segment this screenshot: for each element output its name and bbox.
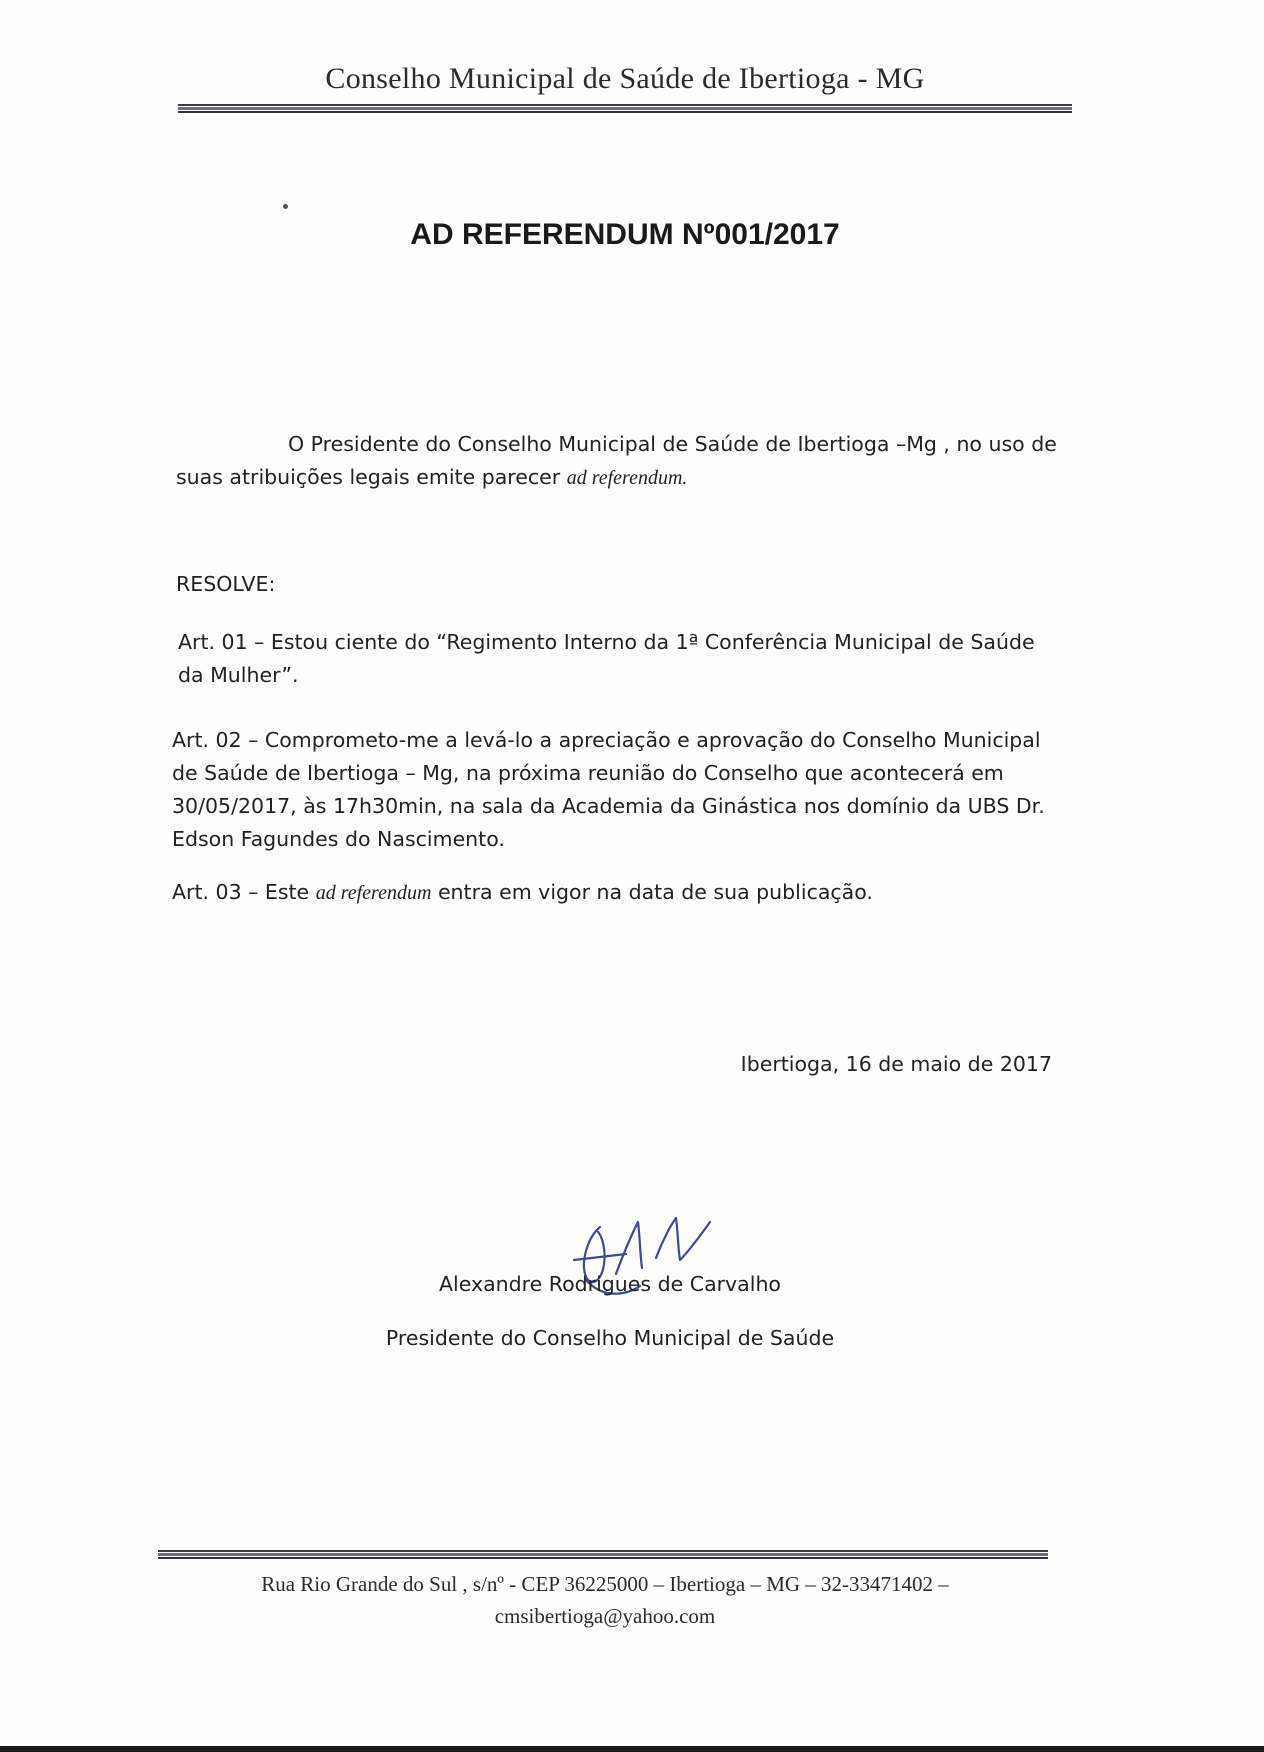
footer-address — [160, 1568, 1050, 1632]
scan-speck — [283, 204, 288, 209]
article-02: Art. 02 – Comprometo-me a levá-lo a apreciação e aprovação do Conselho Municipal de Saúde de Ibertioga – Mg, na próxima reunião do Conselho que acontecerá em 30/05/2017, às 17h30min, na sala da Academia da Ginástica nos domínio da UBS Dr. Edson Fagundes do Nascimento. — [172, 728, 1045, 851]
intro-text: O Presidente do Conselho Municipal de Saúde de Ibertioga –Mg , no uso de suas atribuições legais emite parecer — [176, 432, 1057, 489]
intro-paragraph — [176, 428, 1060, 495]
article-03-text-end: entra em vigor na data de sua publicação. — [431, 880, 873, 904]
footer-email: cmsibertioga@yahoo.com — [494, 1604, 716, 1628]
article-01: Art. 01 – Estou ciente do “Regimento Interno da 1ª Conferência Municipal de Saúde da Mulher”. — [178, 630, 1035, 687]
resolve-label: RESOLVE: — [176, 572, 276, 596]
scan-bottom-edge — [0, 1746, 1264, 1752]
date-line: Ibertioga, 16 de maio de 2017 — [740, 1052, 1052, 1076]
article-03 — [172, 876, 1060, 910]
article-03-italic-term: ad referendum — [315, 882, 432, 904]
intro-italic-term: ad referendum. — [566, 467, 688, 489]
article-03-text-start: Art. 03 – Este — [172, 880, 316, 904]
signer-name: Alexandre Rodrigues de Carvalho — [439, 1272, 781, 1296]
footer-address-line: Rua Rio Grande do Sul , s/nº - CEP 36225000 – Ibertioga – MG – 32-33471402 – — [261, 1572, 949, 1596]
document-title: AD REFERENDUM Nº001/2017 — [410, 218, 840, 251]
letterhead-title: Conselho Municipal de Saúde de Ibertioga - MG — [325, 62, 925, 95]
signer-role: Presidente do Conselho Municipal de Saúde — [385, 1326, 835, 1350]
